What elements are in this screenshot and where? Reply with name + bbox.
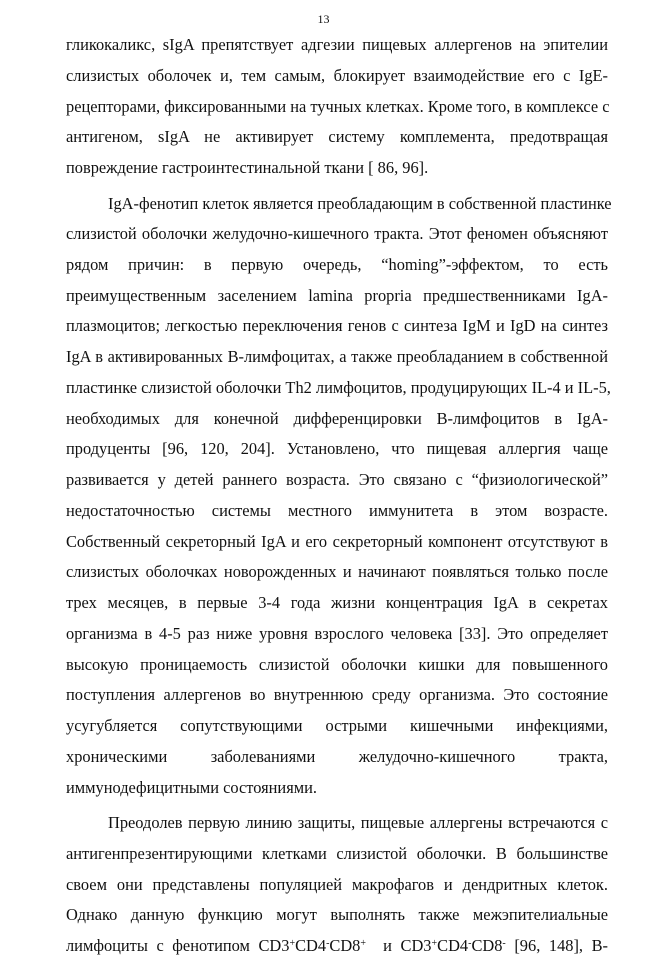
text-line: продуценты [96, 120, 204]. Установлено, что пищевая аллергия чаще: [66, 439, 608, 459]
text-line: хроническими заболеваниями желудочно-кишечного тракта,: [66, 746, 608, 766]
text-line: антигенпрезентирующими клетками слизистой оболочки. В большинстве: [66, 843, 608, 863]
text-line: иммунодефицитными состояниями.: [66, 777, 317, 797]
superscript: -: [326, 938, 330, 949]
text-line: трех месяцев, в первые 3-4 года жизни концентрация IgA в секретах: [66, 593, 608, 613]
text-line: Собственный секреторный IgA и его секреторный компонент отсутствуют в: [66, 531, 608, 551]
text-line: плазмоцитов; легкостью переключения генов с синтеза IgM и IgD на синтез: [66, 316, 608, 336]
text-line: Однако данную функцию могут выполнять также межэпителиальные: [66, 905, 608, 925]
text-line: повреждение гастроинтестинальной ткани [ 86, 96].: [66, 158, 429, 177]
text-line: антигеном, sIgA не активирует систему комплемента, предотвращая: [66, 127, 608, 147]
superscript: +: [289, 938, 296, 949]
text-segment: CD4: [437, 936, 469, 955]
text-line: слизистой оболочки желудочно-кишечного тракта. Этот феномен объясняют: [66, 224, 608, 244]
superscript: -: [502, 938, 506, 949]
text-line: IgA в активированных B-лимфоцитах, а также преобладанием в собственной: [66, 347, 608, 367]
text-line: организма в 4-5 раз ниже уровня взрослого человека [33]. Это определяет: [66, 623, 608, 643]
text-segment: лимфоциты с фенотипом CD3: [66, 936, 290, 955]
text-line: рецепторами, фиксированными на тучных клетках. Кроме того, в комплексе с: [66, 96, 610, 116]
text-segment: CD8: [329, 936, 361, 955]
text-line: IgA-фенотип клеток является преобладающим в собственной пластинке: [108, 193, 612, 213]
text-line: рядом причин: в первую очередь, “homing”-эффектом, то есть: [66, 255, 608, 274]
superscript: -: [468, 938, 472, 949]
text-line-with-superscripts: [66, 936, 608, 956]
text-line: недостаточностью системы местного иммунитета в этом возрасте.: [66, 500, 608, 520]
text-line: слизистых оболочек и, тем самым, блокирует взаимодействие его с IgE-: [66, 65, 608, 85]
text-line: преимущественным заселением lamina propria предшественниками IgA-: [66, 285, 608, 305]
text-line: пластинке слизистой оболочки Th2 лимфоцитов, продуцирующих IL-4 и IL-5,: [66, 377, 611, 397]
superscript: +: [431, 938, 438, 949]
text-line: гликокаликс, sIgA препятствует адгезии пищевых аллергенов на эпителии: [66, 35, 608, 54]
superscript: +: [360, 938, 367, 949]
text-line: развивается у детей раннего возраста. Это связано с “физиологической”: [66, 470, 608, 490]
text-line: поступления аллергенов во внутреннюю среду организма. Это состояние: [66, 685, 608, 705]
text-line: слизистых оболочках новорожденных и начинают появляться только после: [66, 562, 608, 582]
text-line: высокую проницаемость слизистой оболочки кишки для повышенного: [66, 654, 608, 674]
text-segment: [96, 148], B-: [505, 936, 608, 955]
page-number: 13: [317, 12, 330, 26]
text-segment: CD4: [295, 936, 327, 955]
text-line: усугубляется сопутствующими острыми кишечными инфекциями,: [66, 716, 608, 735]
text-line: необходимых для конечной дифференцировки B-лимфоцитов в IgA-: [66, 408, 608, 428]
text-line: Преодолев первую линию защиты, пищевые аллергены встречаются с: [108, 813, 608, 832]
text-segment: и CD3: [366, 936, 432, 955]
text-segment: CD8: [471, 936, 503, 955]
text-line: своем они представлены популяцией макрофагов и дендритных клеток.: [66, 874, 608, 894]
